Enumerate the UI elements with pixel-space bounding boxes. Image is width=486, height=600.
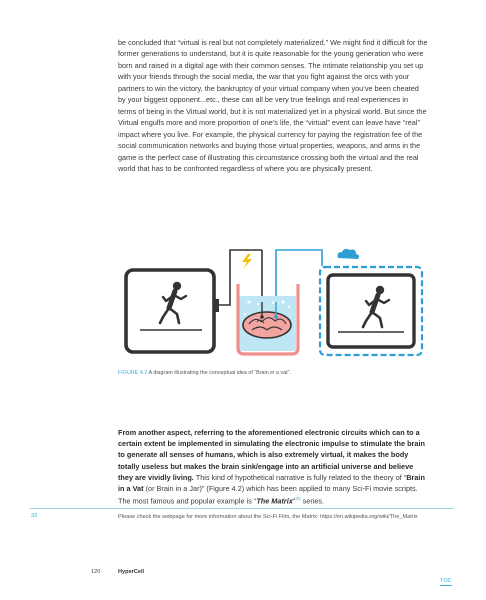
cloud-icon [338, 249, 360, 259]
lightning-bolt-icon [242, 254, 252, 269]
toc-link[interactable]: TOC [440, 578, 452, 584]
body-paragraph-1: be concluded that “virtual is real but not completely materialized.” We might find it difficult for the former generations to understand, but it is quite reasonable for the young generation who were born and raised in a digital age with their common senses. The intimate relationship you set up with your friends through the social media, the war that you fight against the orcs with your partners to win the victory, the bankruptcy of your virtual company when you’ve been cheated by your biggest opponent...etc., these can all be very true feelings and real experiences in terms of being in the Virtual world, but it is not materialized yet in a physical world. But since the Virtual engulfs more and more proportion of one’s life, the “virtual” event can leave have “real” impact where you live. For example, the physical currency for paying the registration fee of the social communication networks and buying those virtual properties, weapons, and arms in the game is the perfect case of illustrating this circumstance crossing both the virtual and the real world that has to be confronted regardless of where you are physically present. [118, 38, 428, 173]
body-paragraph-2 [118, 427, 430, 507]
footnote-divider [30, 508, 454, 509]
figure-caption [118, 370, 291, 376]
vat-icon [238, 284, 298, 354]
footnote-reference[interactable]: 33 [295, 497, 301, 503]
right-virtual-monitor-icon [320, 267, 422, 355]
figure-label: FIGURE 4.2 [118, 370, 148, 376]
brain-in-a-vat-diagram [112, 244, 434, 362]
left-monitor-plug [214, 299, 219, 312]
page-number: 120 [91, 569, 101, 575]
the-matrix-title: The Matrix [256, 496, 293, 506]
figure-caption-text: A diagram illustrating the conceptual idea of “Brain in a vat”. [148, 370, 291, 376]
paragraph-2-bold-lead: From another aspect, referring to the aforementioned electronic circuits which can to a certain extent be implemented in simulating the electronic impulse to stimulate the brain to generate all senses of humans, which is also extremely virtual, it makes the body totally useless but makes the brain sink/engage into an artificial universe and believe they are vividly living. [118, 428, 425, 482]
running-title: HyperCell [118, 569, 145, 575]
running-man-left-icon [160, 282, 186, 323]
paragraph-2-text-2: (or Brain in a Jar)” (Figure 4.2) which has been applied to many Sci-Fi movie scripts. The most famous and popular example is “ [118, 484, 418, 506]
footnote-text: Please check the webpage for more information about the Sci-Fi Film, the Matrix: https://en.wikipedia.org/wiki/The_Matrix [118, 514, 418, 520]
paragraph-2-text-3: ” [292, 496, 296, 506]
brain-in-a-vat-term: Brain in a Vat [118, 472, 425, 494]
brain-icon [243, 312, 291, 338]
left-monitor-frame [126, 270, 214, 352]
paragraph-2-text-4: series. [300, 496, 325, 506]
footnote-number: 33 [31, 513, 38, 519]
running-man-right-icon [363, 286, 389, 327]
paragraph-2-text-1: This kind of hypothetical narrative is fully related to the theory of “ [193, 472, 407, 482]
left-monitor-icon [126, 270, 219, 352]
